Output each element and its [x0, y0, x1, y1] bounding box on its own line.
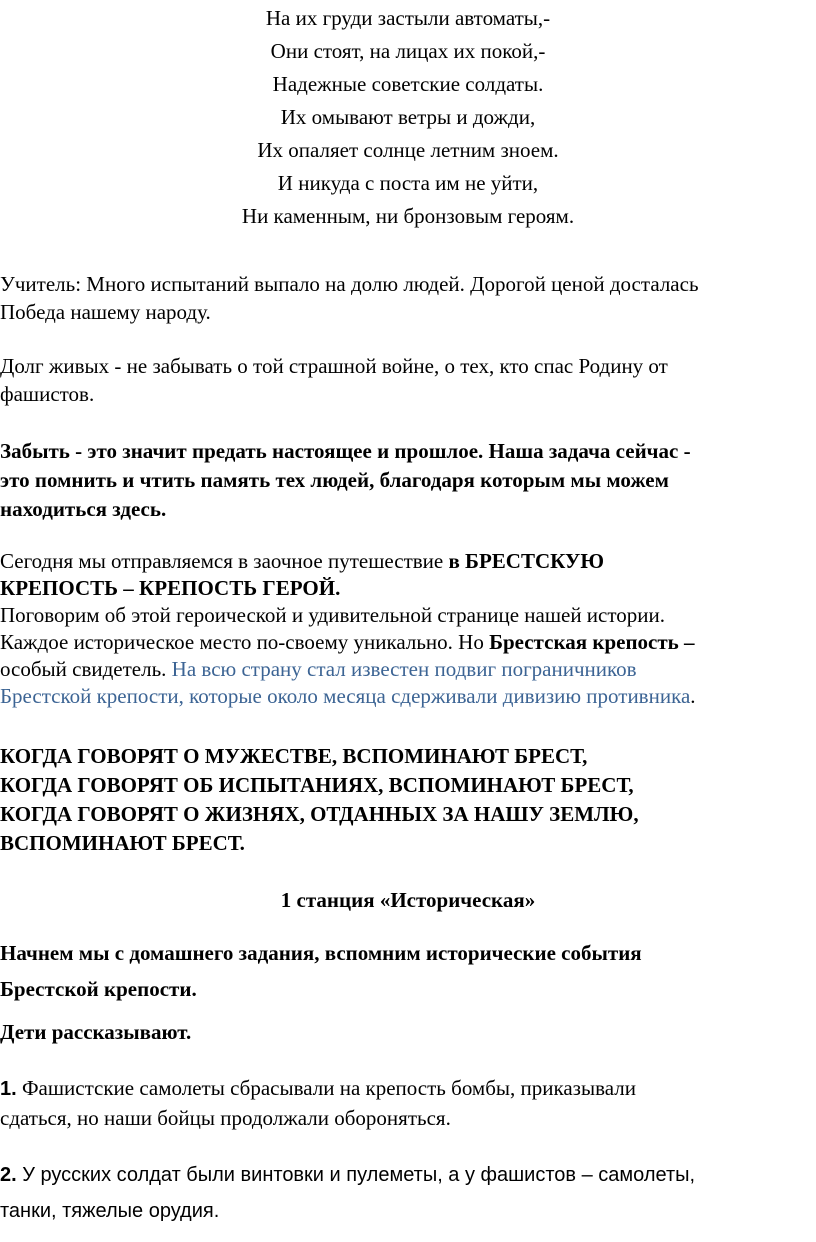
paragraph-line: [0, 683, 816, 710]
item-number: 1.: [0, 1078, 17, 1100]
poem-line: Их омывают ветры и дожди,: [280, 105, 536, 129]
paragraph-line: Брестской крепости.: [0, 977, 197, 1001]
paragraph-line: Поговорим об этой героической и удивительной странице нашей истории.: [0, 603, 665, 627]
paragraph-line: это помнить и чтить память тех людей, благодаря которым мы можем: [0, 468, 669, 492]
teacher-paragraph: [0, 270, 816, 326]
poem-line: Ни каменным, ни бронзовым героям.: [241, 204, 575, 228]
list-item-1: [0, 1074, 816, 1133]
poem-line: Они стоят, на лицах их покой,-: [270, 39, 546, 63]
journey-text: Сегодня мы отправляемся в заочное путешествие: [0, 549, 449, 573]
poem-line: Их опаляет солнце летним зноем.: [257, 138, 559, 162]
paragraph-line: Победа нашему народу.: [0, 300, 211, 324]
paragraph-line: Начнем мы с домашнего задания, вспомним исторические события: [0, 941, 642, 965]
paragraph-line: Забыть - это значит предать настоящее и прошлое. Наша задача сейчас -: [0, 439, 691, 463]
homework-paragraph: [0, 935, 816, 1007]
paragraph-line: [0, 548, 816, 575]
journey-text: Каждое историческое место по-своему уникально. Но: [0, 630, 490, 654]
paragraph-line: КОГДА ГОВОРЯТ О ЖИЗНЯХ, ОТДАННЫХ ЗА НАШУ ЗЕМЛЮ,: [0, 802, 639, 826]
paragraph-line: [0, 1157, 816, 1193]
journey-text: особый свидетель.: [0, 657, 172, 681]
poem: [0, 2, 816, 233]
children-tell: Дети рассказывают.: [0, 1020, 192, 1044]
period: .: [690, 684, 696, 708]
station-title: 1 станция «Историческая»: [280, 888, 536, 912]
paragraph-line: Учитель: Много испытаний выпало на долю людей. Дорогой ценой досталась: [0, 272, 699, 296]
paragraph-line: [0, 1074, 816, 1104]
poem-line: На их груди застыли автоматы,-: [265, 6, 551, 30]
paragraph-line: Долг живых - не забывать о той страшной войне, о тех, кто спас Родину от: [0, 354, 668, 378]
courage-paragraph: [0, 742, 816, 858]
duty-paragraph: [0, 352, 816, 408]
list-item-2: [0, 1157, 816, 1229]
item-text: У русских солдат были винтовки и пулеметы, а у фашистов – самолеты,: [16, 1164, 696, 1186]
fortress-name: Брестская крепость –: [489, 630, 695, 654]
highlighted-text: На всю страну стал известен подвиг пограничников: [171, 657, 637, 681]
paragraph-line: сдаться, но наши бойцы продолжали обороняться.: [0, 1106, 451, 1130]
paragraph-line: КОГДА ГОВОРЯТ ОБ ИСПЫТАНИЯХ, ВСПОМИНАЮТ БРЕСТ,: [0, 773, 634, 797]
paragraph-line: ВСПОМИНАЮТ БРЕСТ.: [0, 831, 245, 855]
paragraph-line: танки, тяжелые орудия.: [0, 1200, 220, 1222]
poem-line: И никуда с поста им не уйти,: [277, 171, 539, 195]
journey-destination: в БРЕСТСКУЮ: [448, 549, 604, 573]
paragraph-line: КОГДА ГОВОРЯТ О МУЖЕСТВЕ, ВСПОМИНАЮТ БРЕСТ,: [0, 744, 588, 768]
paragraph-line: [0, 656, 816, 683]
paragraph-line: [0, 629, 816, 656]
paragraph-line: находиться здесь.: [0, 497, 167, 521]
journey-paragraph: [0, 548, 816, 710]
paragraph-line: КРЕПОСТЬ – КРЕПОСТЬ ГЕРОЙ.: [0, 576, 341, 600]
paragraph-line: фашистов.: [0, 382, 95, 406]
item-text: Фашистские самолеты сбрасывали на крепость бомбы, приказывали: [16, 1076, 636, 1100]
forget-paragraph: [0, 437, 816, 524]
item-number: 2.: [0, 1164, 17, 1186]
poem-line: Надежные советские солдаты.: [272, 72, 544, 96]
highlighted-text: Брестской крепости, которые около месяца сдерживали дивизию противника: [0, 684, 691, 708]
